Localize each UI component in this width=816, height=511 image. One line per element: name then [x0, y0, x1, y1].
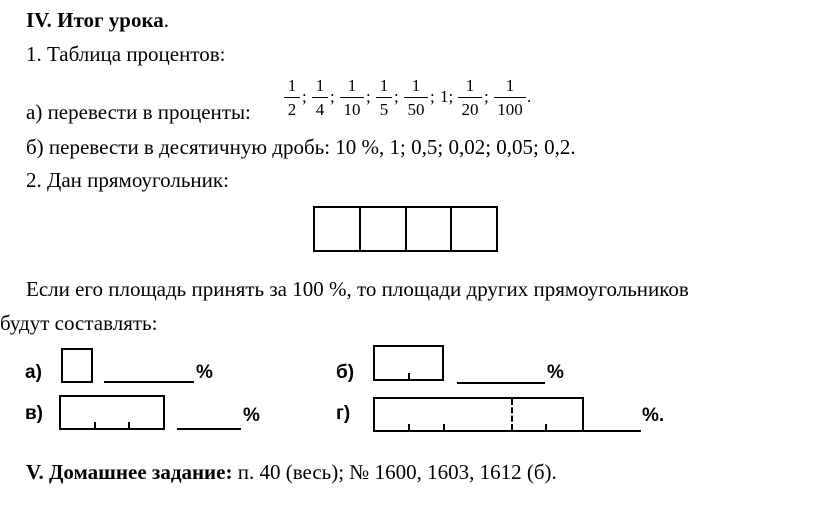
- rectangle-cell: [452, 208, 496, 250]
- fraction-separator: ;: [484, 87, 489, 106]
- section-title-dot: .: [163, 8, 170, 32]
- shape-g-percent: %.: [642, 405, 665, 426]
- fraction: [284, 75, 300, 120]
- shape-b-rectangle: [373, 345, 444, 381]
- fraction-numerator: 1: [505, 76, 515, 95]
- shape-g-dashed-divider: [511, 399, 513, 430]
- section-title: [26, 8, 169, 32]
- shape-g-answer-blank[interactable]: [584, 430, 641, 432]
- shape-a-answer-blank[interactable]: [104, 381, 194, 383]
- fraction-numerator: 1: [287, 76, 297, 95]
- shape-b-percent: %: [547, 362, 564, 383]
- shape-g-label: г): [336, 403, 351, 424]
- shape-v-label: в): [25, 403, 44, 424]
- shape-v-percent: %: [243, 405, 260, 426]
- fraction-numerator: 1: [347, 76, 357, 95]
- shape-a-percent: %: [196, 362, 213, 383]
- whole-number: 1;: [440, 87, 454, 106]
- shape-v-answer-blank[interactable]: [177, 428, 241, 430]
- fraction-separator: ;: [430, 87, 435, 106]
- fraction: [404, 75, 428, 120]
- fraction-separator: ;: [330, 87, 335, 106]
- shape-g-rectangle: [373, 397, 584, 432]
- fraction-denominator: 2: [287, 100, 297, 119]
- base-rectangle: [313, 206, 498, 252]
- homework-text: п. 40 (весь); № 1600, 1603, 1612 (б).: [232, 460, 557, 484]
- fraction-denominator: 20: [461, 100, 479, 119]
- rectangle-cell: [361, 208, 407, 250]
- fraction-denominator: 4: [315, 100, 325, 119]
- task1a-label: а) перевести в проценты:: [26, 100, 251, 124]
- fraction-end: .: [527, 87, 532, 106]
- fraction-denominator: 100: [497, 100, 523, 119]
- shape-g-tick: [545, 424, 547, 430]
- fraction-separator: ;: [302, 87, 307, 106]
- shape-b-answer-blank[interactable]: [457, 382, 545, 384]
- fraction-separator: ;: [394, 87, 399, 106]
- fraction-denominator: 10: [343, 100, 361, 119]
- section-title-text: IV. Итог урока: [26, 8, 164, 32]
- fraction-numerator: 1: [411, 76, 421, 95]
- rectangle-cell: [315, 208, 361, 250]
- fraction-denominator: 5: [379, 100, 389, 119]
- fraction-numerator: 1: [315, 76, 325, 95]
- shape-g-tick: [443, 424, 445, 430]
- shape-v-tick: [94, 422, 96, 428]
- fraction-separator: ;: [366, 87, 371, 106]
- homework-line: [26, 460, 557, 484]
- fraction-numerator: 1: [465, 76, 475, 95]
- shape-b-tick: [408, 373, 410, 379]
- task2-heading: 2. Дан прямоугольник:: [26, 168, 229, 192]
- shape-b-label: б): [336, 362, 355, 383]
- rectangle-cell: [407, 208, 453, 250]
- shape-v-tick: [128, 422, 130, 428]
- task1b-text: б) перевести в десятичную дробь: 10 %, 1; 0,5; 0,02; 0,05; 0,2.: [26, 135, 576, 159]
- shape-g-tick: [408, 424, 410, 430]
- shape-v-rectangle: [59, 395, 165, 430]
- task1-heading: 1. Таблица процентов:: [26, 42, 226, 66]
- homework-title: V. Домашнее задание:: [26, 460, 233, 484]
- fraction: [340, 75, 364, 120]
- fraction: [458, 75, 482, 120]
- fraction: [376, 75, 392, 120]
- fraction-denominator: 50: [407, 100, 425, 119]
- paragraph-line1: Если его площадь принять за 100 %, то площади других прямоугольников: [26, 277, 689, 301]
- paragraph-line2: будут составлять:: [0, 311, 158, 335]
- fraction: [312, 75, 328, 120]
- shape-a-square: [61, 348, 93, 383]
- fraction-numerator: 1: [379, 76, 389, 95]
- shape-a-label: а): [25, 362, 42, 383]
- fraction: [494, 75, 526, 120]
